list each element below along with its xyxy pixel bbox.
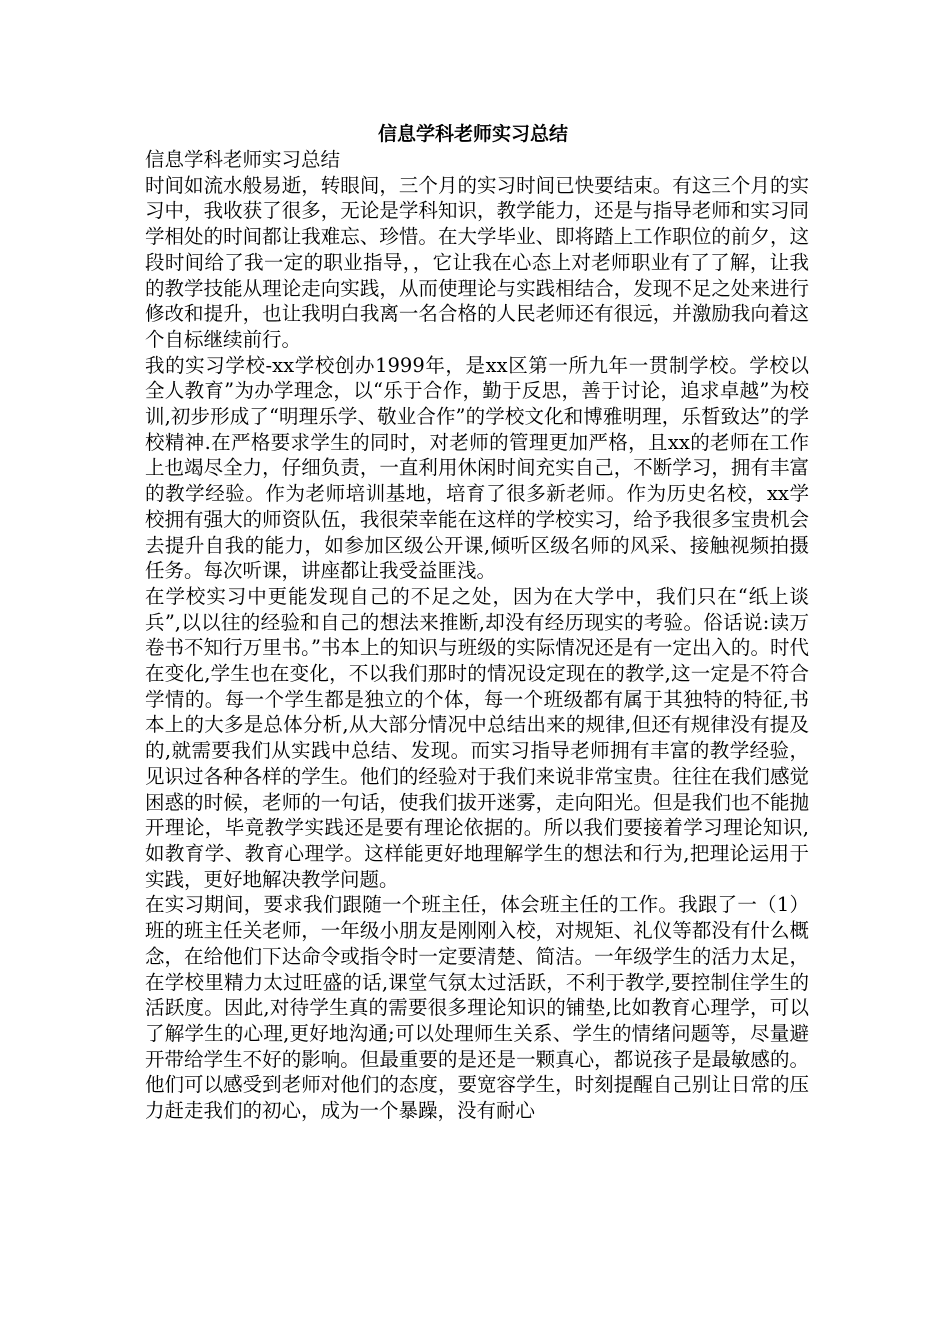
- document-title: 信息学科老师实习总结: [377, 123, 568, 145]
- document-body: [145, 147, 809, 1124]
- paragraph-4: 在实习期间，要求我们跟随一个班主任，体会班主任的工作。我跟了一（1）班的班主任关老师，一年级小朋友是刚刚入校，对规矩、礼仪等都没有什么概念，在给他们下达命令或指令时一定要清楚、简洁。一年级学生的活力太足，在学校里精力太过旺盛的话,课堂气氛太过活跃，不利于教学,要控制住学生的活跃度。因此,对待学生真的需要很多理论知识的铺垫,比如教育心理学，可以了解学生的心理,更好地沟通;可以处理师生关系、学生的情绪问题等，尽量避开带给学生不好的影响。但最重要的是还是一颗真心，都说孩子是最敏感的。他们可以感受到老师对他们的态度，要宽容学生，时刻提醒自己别让日常的压力赶走我们的初心，成为一个暴躁，没有耐心: [145, 893, 809, 1123]
- paragraph-1: 时间如流水般易逝，转眼间，三个月的实习时间已快要结束。有这三个月的实习中，我收获了很多，无论是学科知识，教学能力，还是与指导老师和实习同学相处的时间都让我难忘、珍惜。在大学毕业、即将踏上工作职位的前夕，这段时间给了我一定的职业指导，，它让我在心态上对老师职业有了了解，让我的教学技能从理论走向实践，从而使理论与实践相结合，发现不足之处来进行修改和提升，也让我明白我离一名合格的人民老师还有很远，并激励我向着这个自标继续前行。: [145, 173, 809, 351]
- paragraph-3: 在学校实习中更能发现自己的不足之处，因为在大学中，我们只在“纸上谈兵”,以以往的经验和自己的想法来推断,却没有经历现实的考验。俗话说:读万卷书不知行万里书。”书本上的知识与班级的实际情况还是有一定出入的。时代在变化,学生也在变化，不以我们那时的情况设定现在的教学,这一定是不符合学情的。每一个学生都是独立的个体，每一个班级都有属于其独特的特征,书本上的大多是总体分析,从大部分情况中总结出来的规律,但还有规律没有提及的,就需要我们从实践中总结、发现。而实习指导老师拥有丰富的教学经验，见识过各种各样的学生。他们的经验对于我们来说非常宝贵。往往在我们感觉困惑的时候，老师的一句话，使我们拔开迷雾，走向阳光。但是我们也不能抛开理论，毕竟教学实践还是要有理论依据的。所以我们要接着学习理论知识,如教育学、教育心理学。这样能更好地理解学生的想法和行为,把理论运用于实践，更好地解决教学问题。: [145, 584, 809, 891]
- paragraph-subtitle: 信息学科老师实习总结: [145, 148, 341, 171]
- paragraph-2: 我的实习学校-xx学校创办1999年，是xx区第一所九年一贯制学校。学校以全人教育”为办学理念，以“乐于合作，勤于反思，善于讨论，追求卓越”为校训,初步形成了“明理乐学、敬业合作”的学校文化和博雅明理，乐晳致达”的学校精神.在严格要求学生的同时，对老师的管理更加严格，且xx的老师在工作上也竭尽全力，仔细负责，一直利用休闲时间充实自己，不断学习，拥有丰富的教学经验。作为老师培训基地，培育了很多新老师。作为历史名校，xx学校拥有强大的师资队伍，我很荣幸能在这样的学校实习，给予我很多宝贵机会去提升自我的能力，如参加区级公开课,倾听区级名师的风采、接触视频拍摄任务。每次听课，讲座都让我受益匪浅。: [145, 353, 809, 583]
